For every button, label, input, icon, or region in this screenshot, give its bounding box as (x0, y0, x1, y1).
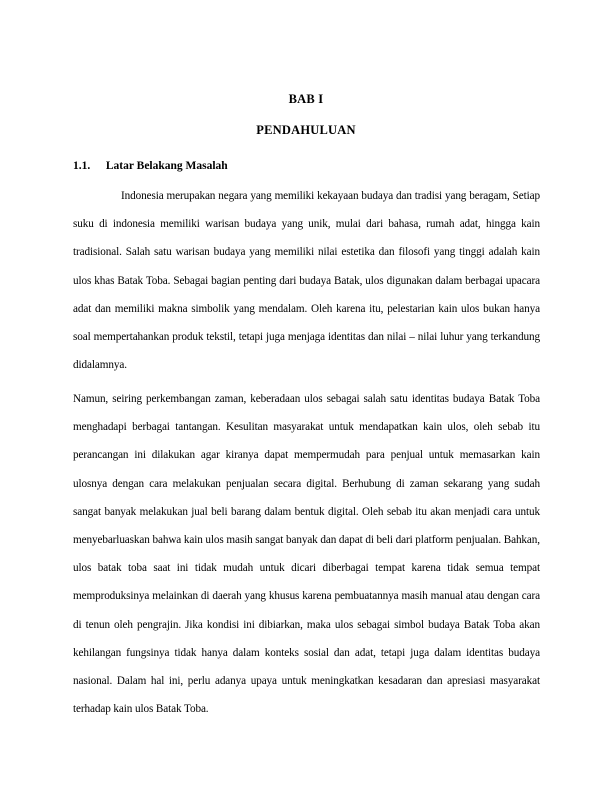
section-number: 1.1. (73, 160, 91, 172)
paragraph-1: Indonesia merupakan negara yang memiliki kekayaan budaya dan tradisi yang beragam, Setiap suku di indonesia memiliki warisan budaya yang unik, mulai dari bahasa, rumah adat, hingga kain tradisional. Salah satu warisan budaya yang memiliki nilai estetika dan filosofi yang tinggi adalah kain ulos khas Batak Toba. Sebagai bagian penting dari budaya Batak, ulos digunakan dalam berbagai upacara adat dan memiliki makna simbolik yang mendalam. Oleh karena itu, pelestarian kain ulos bukan hanya soal mempertahankan produk tekstil, tetapi juga menjaga identitas dan nilai – nilai luhur yang terkandung didalamnya. (73, 190, 540, 372)
chapter-number: BAB I (288, 92, 324, 106)
paragraph-2: Namun, seiring perkembangan zaman, keberadaan ulos sebagai salah satu identitas budaya Batak Toba menghadapi berbagai tantangan. Kesulitan masyarakat untuk mendapatkan kain ulos, oleh sebab itu perancangan ini dilakukan agar kiranya dapat mempermudah para penjual untuk memasarkan kain ulosnya dengan cara melakukan penjualan secara digital. Berhubung di zaman sekarang yang sudah sangat banyak melakukan jual beli barang dalam bentuk digital. Oleh sebab itu akan menjadi cara untuk menyebarluaskan bahwa kain ulos masih sangat banyak dan dapat di beli dari platform penjualan. Bahkan, ulos batak toba saat ini tidak mudah untuk dicari diberbagai tempat karena tidak semua tempat memproduksinya melainkan di daerah yang khusus karena pembuatannya masih manual atau dengan cara di tenun oleh pengrajin. Jika kondisi ini dibiarkan, maka ulos sebagai simbol budaya Batak Toba akan kehilangan fungsinya tidak hanya dalam konteks sosial dan adat, tetapi juga dalam identitas budaya nasional. Dalam hal ini, perlu adanya upaya untuk meningkatkan kesadaran dan apresiasi masyarakat terhadap kain ulos Batak Toba. (73, 393, 540, 716)
section-heading (73, 160, 228, 172)
chapter-title: PENDAHULUAN (256, 123, 356, 137)
section-title: Latar Belakang Masalah (105, 160, 228, 172)
